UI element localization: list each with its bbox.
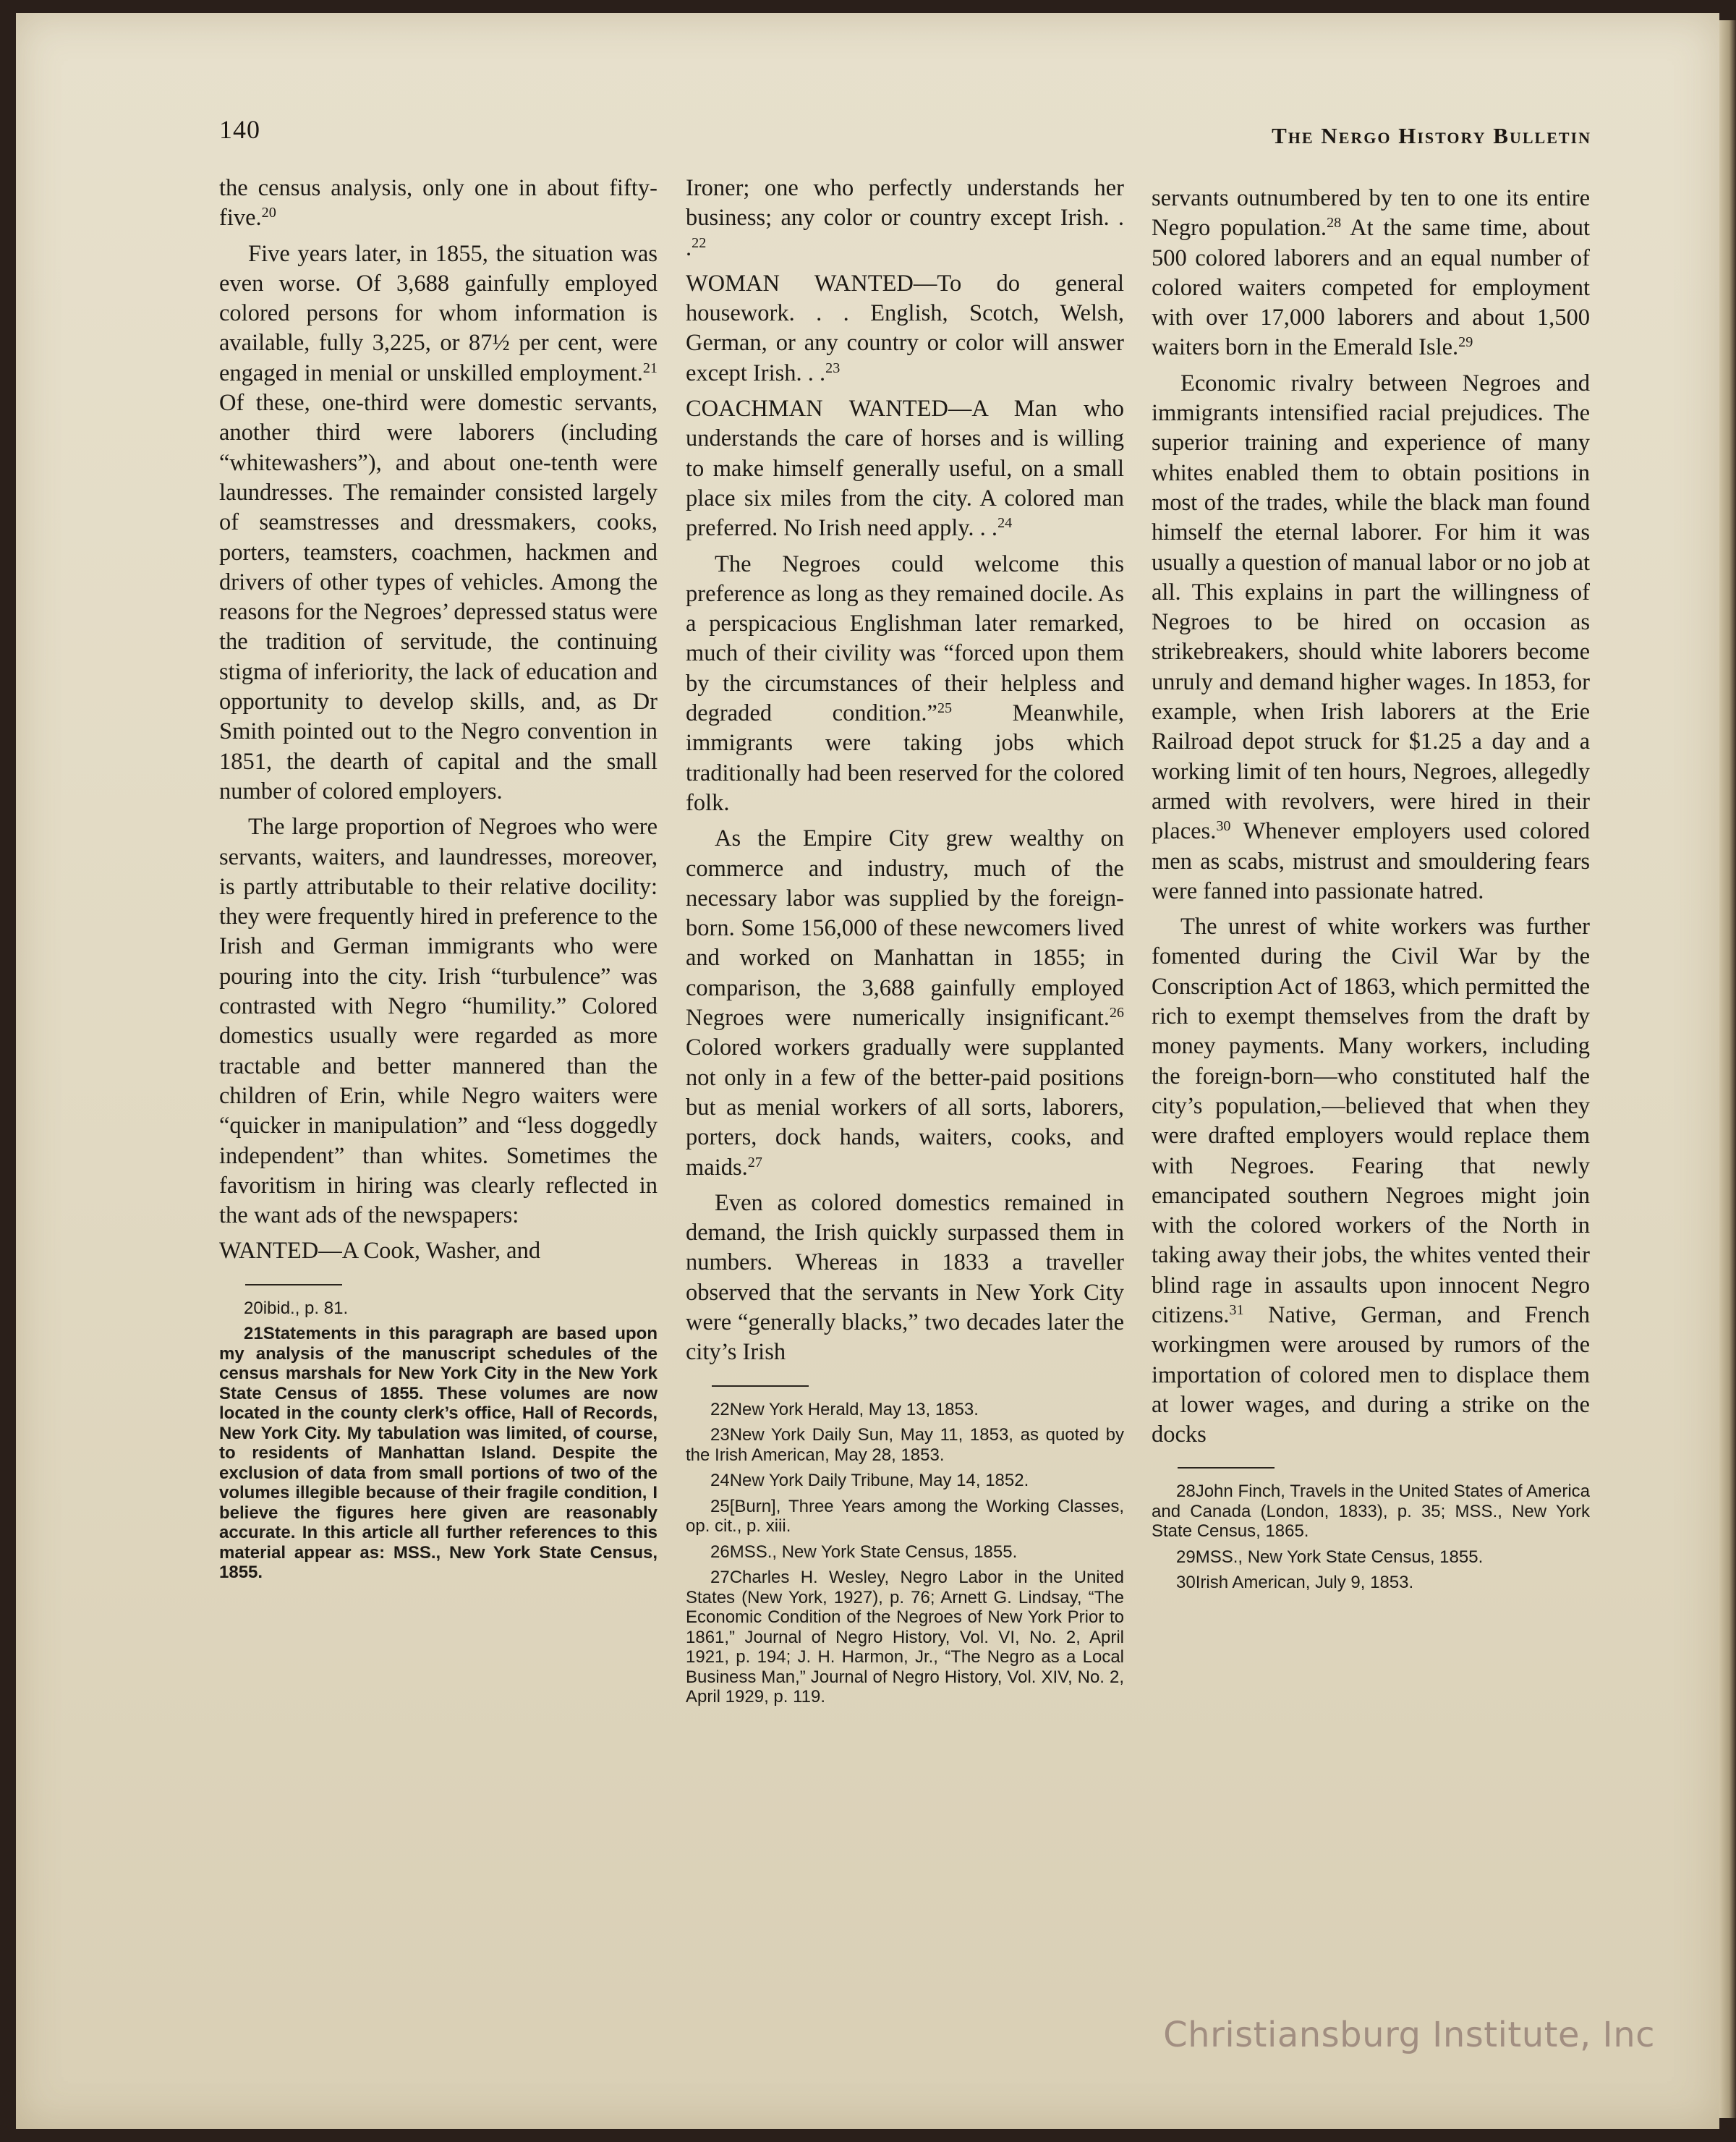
paragraph: the census analysis, only one in about fifty-five.$^{20}$ xyxy=(219,175,658,231)
footnote: 22New York Herald, May 13, 1853. xyxy=(710,1399,979,1419)
footnote-ref: 21 xyxy=(642,360,658,376)
footnote-ref: 26 xyxy=(1109,1004,1124,1021)
footnote-ref: 29 xyxy=(1458,334,1473,351)
page-edge xyxy=(1719,20,1736,2118)
watermark: Christiansburg Institute, Inc xyxy=(1163,2015,1655,2055)
footnote: 21Statements in this paragraph are based upon my analysis of the manuscript schedules of the census marshals for New York City in the New York State Census of 1855. These volumes are now located in the county clerk’s office, Hall of Records, New York City. My tabulation was limited, of course, to residents of Manhattan Island. Despite the exclusion of data from small portions of two of the volumes illegible because of their fragile condition, I believe the figures here given are reasonably accurate. In this article all further references to this material appear as: MSS., New York State Census, 1855. xyxy=(219,1324,658,1583)
footnote-ref: 20 xyxy=(261,205,276,221)
footnote-ref: 25 xyxy=(937,700,953,716)
footnote-ref: 28 xyxy=(1327,215,1342,231)
paragraph: As the Empire City grew wealthy on commerce and industry, much of the necessary labor was supplied by the foreign-born. Some 156,000 of these newcomers lived and worked on Manhattan in 1855; in comparison, the 3,688 gainfully employed Negroes were numerically insignificant.$^{26}$ Colored workers gradually were supplanted not only in a few of the better-paid positions but as menial workers of all sorts, laborers, porters, dock hands, waiters, cooks, and maids.$^{27}$ xyxy=(686,825,1124,1181)
footnote-rule xyxy=(1178,1467,1275,1469)
footnote: 23New York Daily Sun, May 11, 1853, as quoted by the Irish American, May 28, 1853. xyxy=(686,1425,1124,1465)
column-1-footnotes xyxy=(219,1299,658,1583)
footnote-ref: 24 xyxy=(997,515,1013,532)
footnote-ref: 30 xyxy=(1216,818,1231,835)
page-number: 140 xyxy=(219,115,260,144)
footnote: 20ibid., p. 81. xyxy=(244,1298,349,1318)
column-2 xyxy=(686,174,1124,1713)
want-ad: WOMAN WANTED—To do general housework. . . English, Scotch, Welsh, German, or any country or color will answer except Irish. . .$^{23}$ xyxy=(686,270,1124,386)
want-ad: Ironer; one who perfectly understands her business; any color or country except Irish. . .$^{22}$ xyxy=(686,175,1124,261)
footnote: 29MSS., New York State Census, 1855. xyxy=(1176,1547,1484,1567)
paragraph: The Negroes could welcome this preference as long as they remained docile. As a perspicacious Englishman later remarked, much of their civility was “forced upon them by the circumstances of their helpless and degraded condition.”$^{25}$ Meanwhile, immigrants were taking jobs which traditionally had been reserved for the colored folk. xyxy=(686,551,1124,816)
column-2-footnotes xyxy=(686,1400,1124,1707)
want-ad: COACHMAN WANTED—A Man who understands the care of horses and is willing to make himself generally useful, on a small place six miles from the city. A colored man preferred. No Irish need apply. . .$^{24}$ xyxy=(686,396,1124,542)
paragraph: Five years later, in 1855, the situation was even worse. Of 3,688 gainfully employed colored persons for whom information is available, fully 3,225, or 87½ per cent, were engaged in menial or unskilled employment.$^{21}$ Of these, one-third were domestic servants, another third were laborers (including “whitewashers”), and about one-tenth were laundresses. The remainder consisted largely of seamstresses and dressmakers, cooks, porters, teamsters, coachmen, hackmen and drivers of other types of vehicles. Among the reasons for the Negroes’ depressed status were the tradition of servitude, the continuing stigma of inferiority, the lack of education and opportunity to develop skills, and, as Dr Smith pointed out to the Negro convention in 1851, the dearth of capital and the small number of colored employers. xyxy=(219,240,658,804)
paragraph: servants outnumbered by ten to one its entire Negro population.$^{28}$ At the same time, about 500 colored laborers and an equal number of colored waiters competed for employment with over 17,000 laborers and about 1,500 waiters born in the Emerald Isle.$^{29}$ xyxy=(1152,185,1591,361)
column-3 xyxy=(1152,184,1590,1599)
paragraph: Even as colored domestics remained in demand, the Irish quickly surpassed them in numbers. Whereas in 1833 a traveller observed that the servants in New York City were “generally blacks,” two decades later the city’s Irish xyxy=(686,1189,1124,1366)
column-2-body xyxy=(686,174,1124,1368)
footnote-ref: 31 xyxy=(1229,1301,1244,1318)
footnote-rule xyxy=(245,1284,342,1285)
paragraph: The large proportion of Negroes who were servants, waiters, and laundresses, moreover, is partly attributable to their relative docility: they were frequently hired in preference to the Irish and German immigrants who were pouring into the city. Irish “turbulence” was contrasted with Negro “humility.” Colored domestics usually were regarded as more tractable and better mannered than the children of Erin, while Negro waiters were “quicker in manipulation” and “less doggedly independent” than whites. Sometimes the favoritism in hiring was clearly reflected in the want ads of the newspapers: xyxy=(219,814,658,1229)
footnote: 25[Burn], Three Years among the Working Classes, op. cit., p. xiii. xyxy=(686,1496,1124,1537)
column-1-body xyxy=(219,174,658,1267)
footnote-ref: 27 xyxy=(747,1154,762,1170)
footnote: 28John Finch, Travels in the United States of America and Canada (London, 1833), p. 35; MSS., New York State Census, 1865. xyxy=(1152,1482,1590,1542)
want-ad: WANTED—A Cook, Washer, and xyxy=(219,1238,541,1265)
footnote-rule xyxy=(712,1385,809,1387)
footnote: 27Charles H. Wesley, Negro Labor in the United States (New York, 1927), p. 76; Arnett G. Lindsay, “The Economic Condition of the Negroes of New York Prior to 1861,” Journal of Negro History, Vol. VI, No. 2, April 1921, p. 194; J. H. Harmon, Jr., “The Negro as a Local Business Man,” Journal of Negro History, Vol. XIV, No. 2, April 1929, p. 119. xyxy=(686,1568,1124,1707)
footnote-ref: 22 xyxy=(692,234,707,251)
column-3-body xyxy=(1152,184,1590,1450)
running-head: The Nergo History Bulletin xyxy=(1272,123,1591,148)
paragraph: The unrest of white workers was further fomented during the Civil War by the Conscription Act of 1863, which permitted the rich to exempt themselves from the draft by money payments. Many workers, including the foreign-born—who constituted half the city’s population,—believed that when they were drafted employers would replace them with Negroes. Fearing that newly emancipated southern Negroes might join with the colored workers of the North in taking away their jobs, the whites vented their blind rage in assaults upon innocent Negro citizens.$^{31}$ Native, German, and French workingmen were aroused by rumors of the importation of colored men to displace them at lower wages, and during a strike on the docks xyxy=(1152,914,1590,1448)
footnote-ref: 23 xyxy=(825,360,841,376)
column-1 xyxy=(219,174,658,1589)
footnote: 26MSS., New York State Census, 1855. xyxy=(710,1542,1018,1562)
footnote: 30Irish American, July 9, 1853. xyxy=(1176,1573,1414,1593)
paragraph: Economic rivalry between Negroes and immigrants intensified racial prejudices. The superior training and experience of many whites enabled them to obtain positions in most of the trades, while the black man found himself the eternal laborer. For him it was usually a question of manual labor or no job at all. This explains in part the willingness of Negroes to be hired on occasion as strikebreakers, should white laborers become unruly and demand higher wages. In 1853, for example, when Irish laborers at the Erie Railroad depot struck for $1.25 a day and a working limit of ten hours, Negroes, allegedly armed with revolvers, were hired in their places.$^{30}$ Whenever employers used colored men as scabs, mistrust and smouldering fears were fanned into passionate hatred. xyxy=(1152,370,1590,904)
column-3-footnotes xyxy=(1152,1482,1590,1593)
footnote: 24New York Daily Tribune, May 14, 1852. xyxy=(710,1471,1029,1491)
